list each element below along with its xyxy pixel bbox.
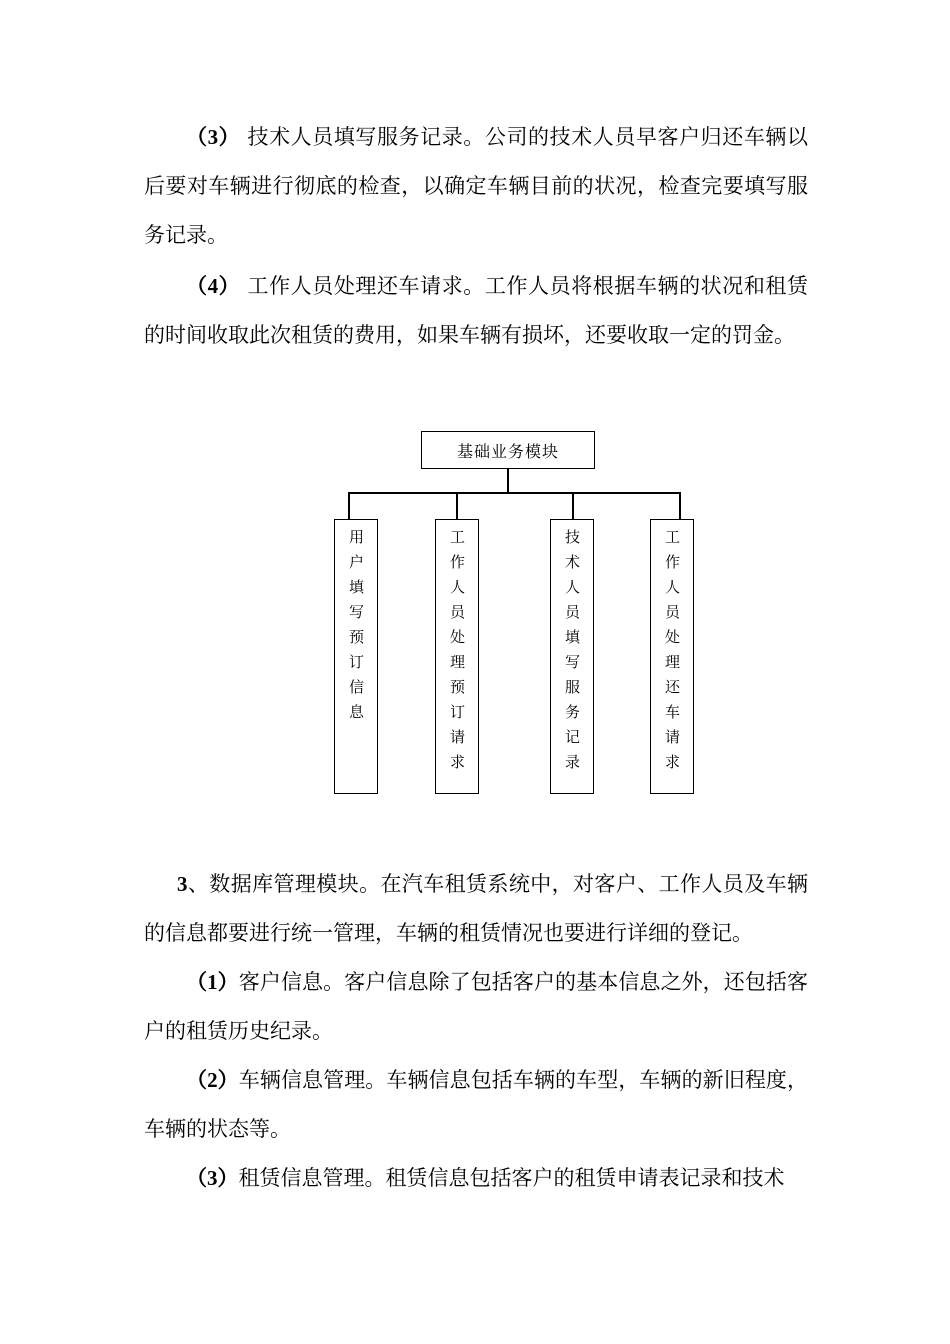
paragraph-text: 客户信息。客户信息除了包括客户的基本信息之外，还包括客户的租赁历史纪录。 — [144, 970, 809, 1043]
diagram-leaf-label: 工作人员处理还车请求 — [663, 529, 681, 779]
paragraph-number: （4） — [186, 274, 241, 298]
paragraph-return-request — [144, 262, 808, 360]
paragraph-vehicle-info — [144, 1056, 808, 1154]
diagram-leaf-box — [435, 519, 479, 794]
paragraph-number: （2） — [186, 1068, 239, 1092]
paragraph-text: 租赁信息管理。租赁信息包括客户的租赁申请表记录和技术 — [238, 1166, 785, 1190]
paragraph-number: （3） — [186, 125, 241, 149]
connector-leaf-4 — [679, 492, 681, 519]
paragraph-database-module — [144, 860, 808, 958]
connector-root-down — [507, 469, 509, 493]
diagram-leaf-label: 工作人员处理预订请求 — [448, 529, 466, 779]
paragraph-text: 工作人员处理还车请求。工作人员将根据车辆的状况和租赁的时间收取此次租赁的费用，如果车辆有损坏，还要收取一定的罚金。 — [144, 274, 808, 347]
connector-leaf-2 — [456, 492, 458, 519]
paragraph-number: （3） — [186, 1166, 239, 1190]
diagram-leaf-box — [334, 519, 378, 794]
diagram-leaf-box — [650, 519, 694, 794]
diagram-root-label: 基础业务模块 — [456, 441, 559, 461]
paragraph-service-record — [144, 113, 808, 260]
paragraph-text: 车辆信息管理。车辆信息包括车辆的车型，车辆的新旧程度，车辆的状态等。 — [144, 1068, 809, 1141]
paragraph-text: 、数据库管理模块。在汽车租赁系统中，对客户、工作人员及车辆的信息都要进行统一管理，车辆的租赁情况也要进行详细的登记。 — [144, 872, 808, 945]
connector-leaf-3 — [572, 492, 574, 519]
paragraph-customer-info — [144, 958, 808, 1056]
diagram-leaf-box — [550, 519, 594, 794]
paragraph-number: 3 — [177, 872, 188, 896]
connector-horizontal — [348, 492, 680, 494]
paragraph-number: （1） — [186, 970, 239, 994]
paragraph-rental-info — [144, 1154, 808, 1203]
paragraph-text: 技术人员填写服务记录。公司的技术人员早客户归还车辆以后要对车辆进行彻底的检查，以确定车辆目前的状况，检查完要填写服务记录。 — [144, 125, 808, 247]
diagram-leaf-label: 用户填写预订信息 — [347, 529, 365, 729]
connector-leaf-1 — [348, 492, 350, 519]
diagram-root-box — [421, 431, 595, 469]
diagram-leaf-label: 技术人员填写服务记录 — [563, 529, 581, 779]
